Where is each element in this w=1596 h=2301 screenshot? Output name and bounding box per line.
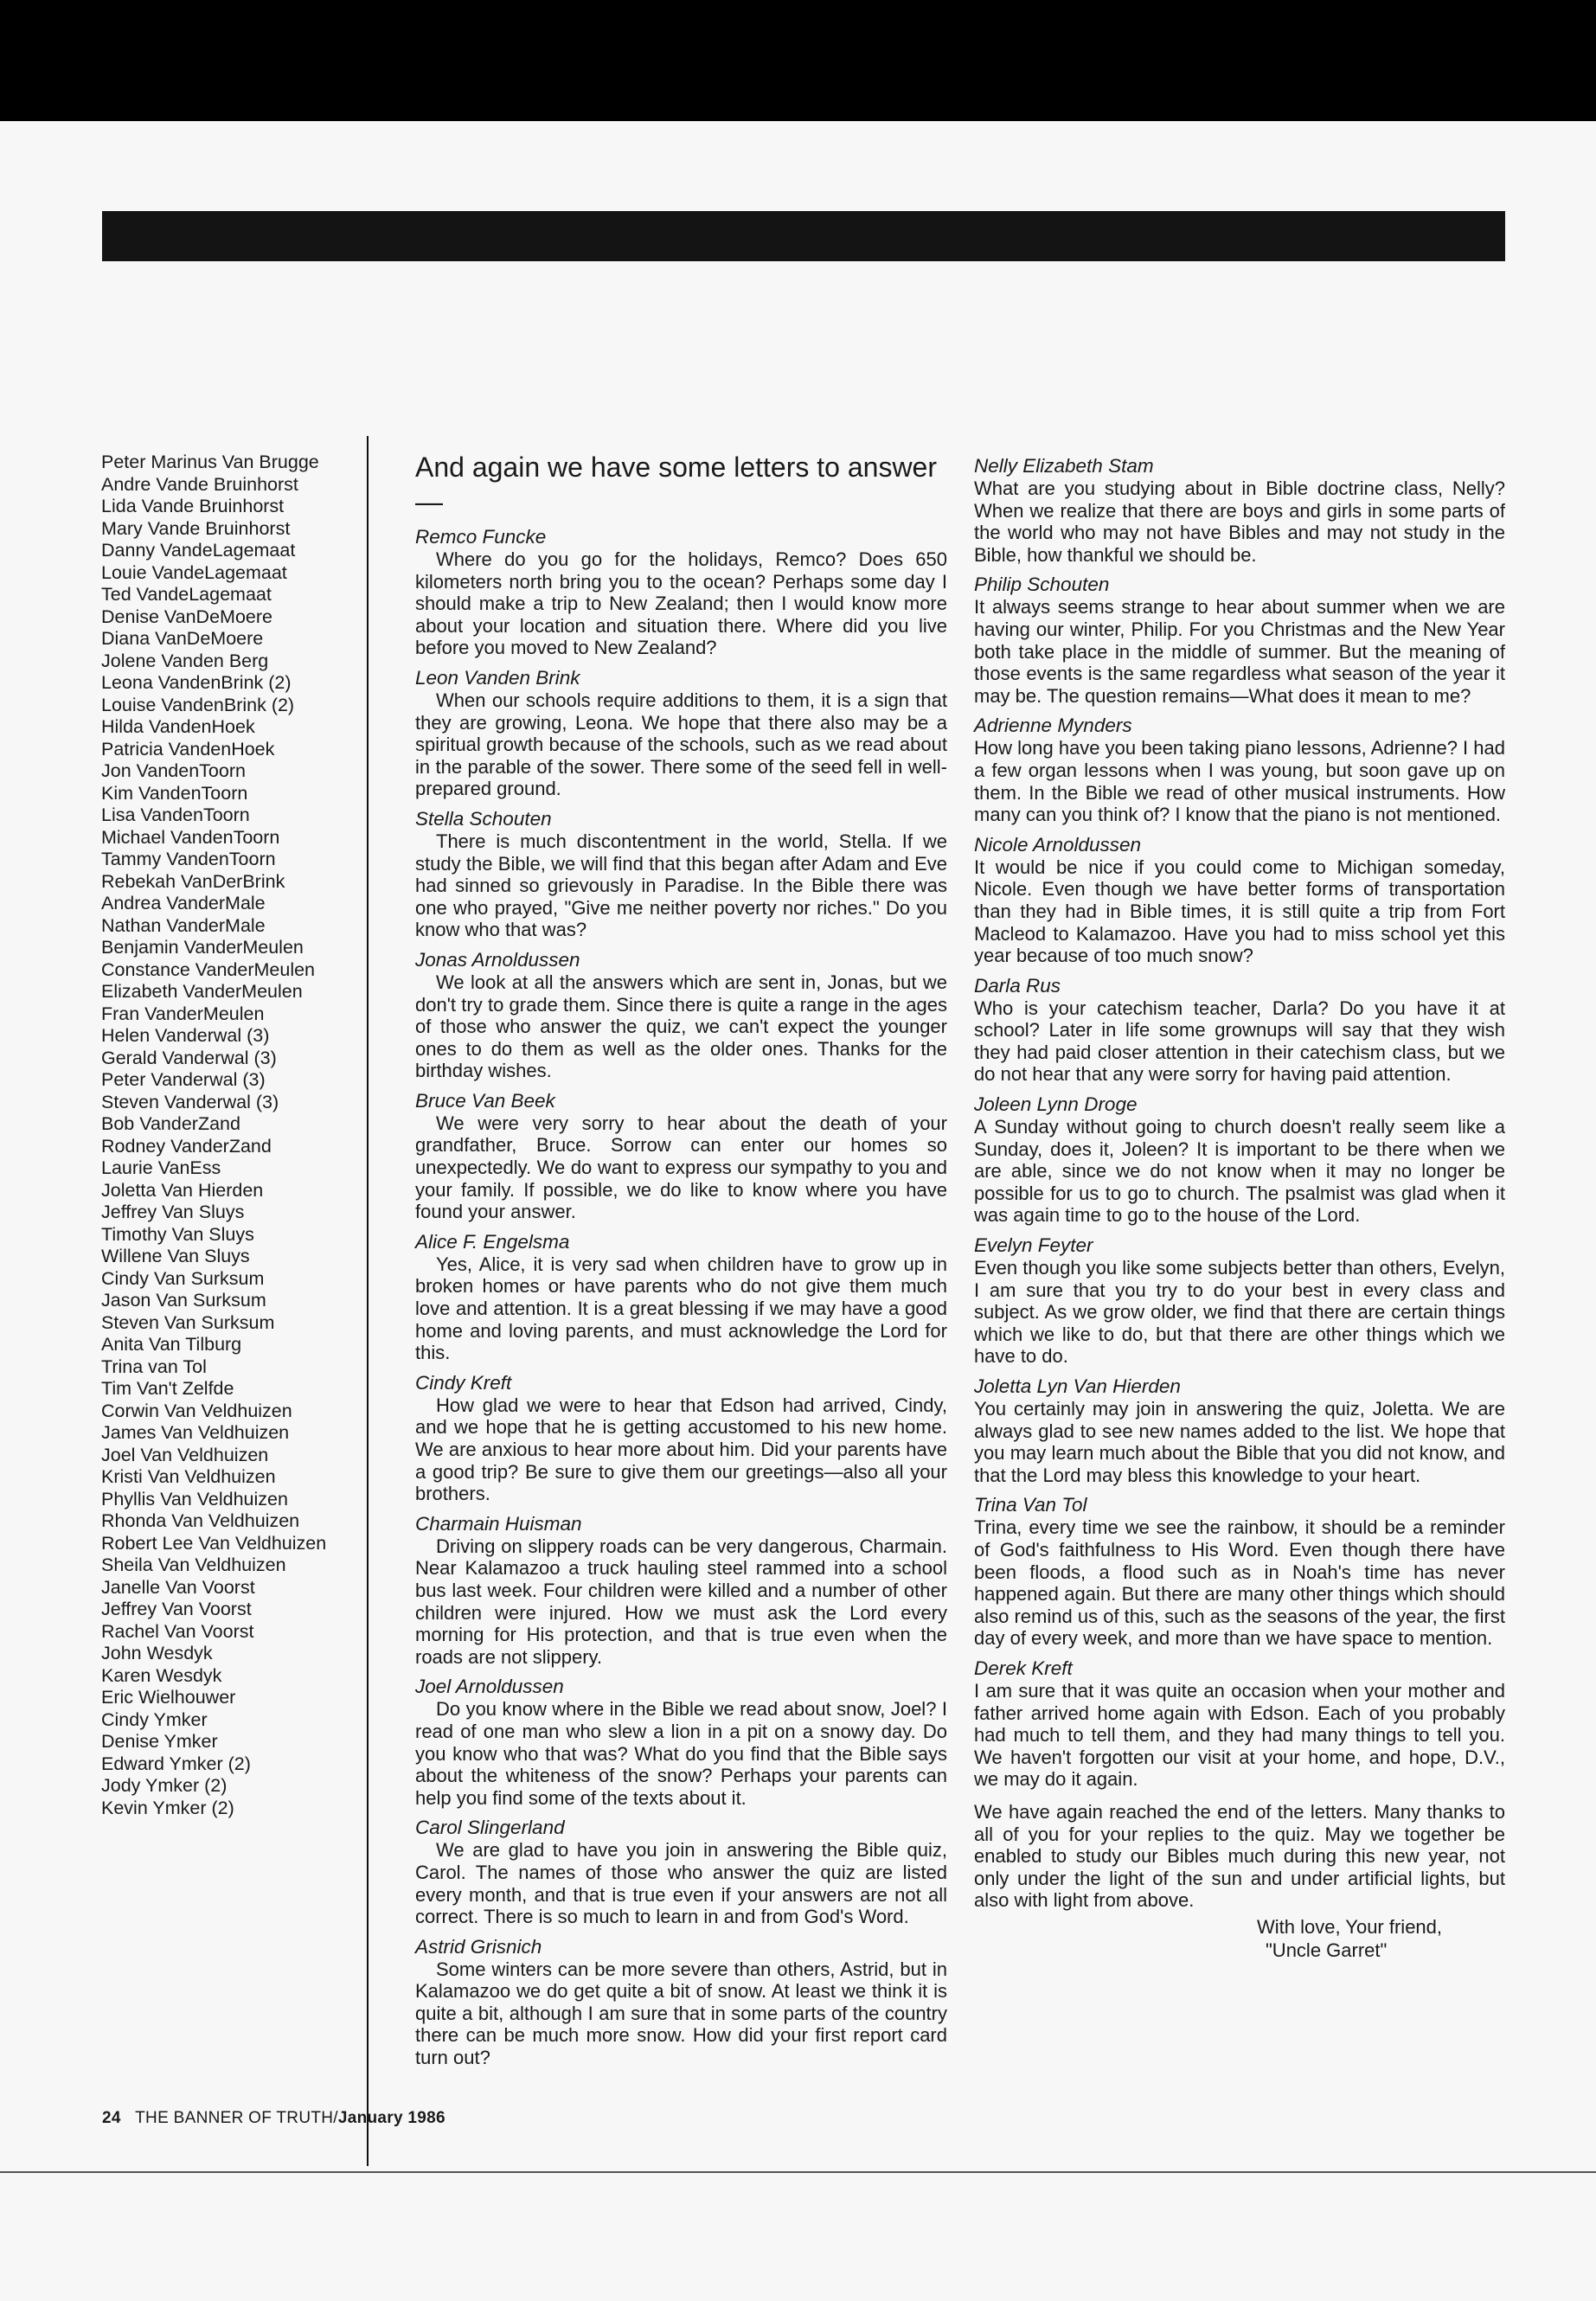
letter-entry bbox=[974, 1234, 1505, 1368]
letter-entry bbox=[415, 949, 947, 1082]
participant-name: Rhonda Van Veldhuizen bbox=[101, 1510, 300, 1531]
letter-writer-name: Remco Funcke bbox=[415, 526, 547, 548]
letter-reply-text: We are glad to have you join in answering the Bible quiz, Carol. The names of those who answer the quiz are listed every month, and that is true even if your answers are not all correct. There is so much to learn in and from God's Word. bbox=[415, 1839, 947, 1928]
letter-reply-text: It would be nice if you could come to Michigan someday, Nicole. Even though we have better forms of transportation than they had in Bible times, it is still quite a trip from Fort Macleod to Kalamazoo. Have you had to miss school yet this year because of too much snow? bbox=[974, 856, 1505, 967]
participant-name: Jeffrey Van Voorst bbox=[101, 1599, 252, 1619]
participant-name: Andrea VanderMale bbox=[101, 893, 266, 913]
closing-paragraph: We have again reached the end of the letters. Many thanks to all of you for your replies to the quiz. May we together be enabled to study our Bibles much during this new year, not only under the light of the sun and under artificial lights, but also with light from above. bbox=[974, 1800, 1505, 1912]
participant-name: Danny VandeLagemaat bbox=[101, 540, 296, 561]
participant-name: Steven Vanderwal (3) bbox=[101, 1091, 279, 1112]
letter-entry bbox=[415, 1231, 947, 1364]
letter-reply-text: A Sunday without going to church doesn't really seem like a Sunday, does it, Joleen? It is important to be there when we are able, since we do not know when it may no longer be possible for us to go to church. The psalmist was glad when it was again time to go to the house of the Lord. bbox=[974, 1116, 1505, 1227]
participant-name: Laurie VanEss bbox=[101, 1157, 221, 1178]
letter-writer-name: Derek Kreft bbox=[974, 1657, 1073, 1679]
participant-name: Janelle Van Voorst bbox=[101, 1576, 255, 1598]
letter-reply-text: Yes, Alice, it is very sad when children have to grow up in broken homes or have parents who do not give them much love and attention. It is a great blessing if we may have a good home and loving parents, and must acknowledge the Lord for this. bbox=[415, 1253, 947, 1364]
participant-name: Hilda VandenHoek bbox=[101, 716, 255, 737]
participant-name: Patricia VandenHoek bbox=[101, 738, 275, 760]
participant-name: Willene Van Sluys bbox=[101, 1246, 250, 1266]
participant-name: Cindy Van Surksum bbox=[101, 1267, 265, 1289]
participant-name: Joletta Van Hierden bbox=[101, 1179, 264, 1201]
letter-writer-name: Joletta Lyn Van Hierden bbox=[974, 1375, 1181, 1397]
letter-reply-text: How long have you been taking piano lessons, Adrienne? I had a few organ lessons when I was young, but soon gave up on them. In the Bible we read of other musical instruments. How many can you think of? I know that the piano is not mentioned. bbox=[974, 737, 1505, 826]
letter-entry bbox=[974, 1657, 1505, 1791]
participant-name: Timothy Van Sluys bbox=[101, 1223, 254, 1245]
participant-name: Jon VandenToorn bbox=[101, 760, 246, 781]
participant-name: Sheila Van Veldhuizen bbox=[101, 1554, 286, 1575]
page-number: 24 bbox=[102, 2109, 121, 2127]
participant-name: Jody Ymker (2) bbox=[101, 1775, 228, 1796]
participant-name: Louise VandenBrink (2) bbox=[101, 694, 295, 715]
letter-entry bbox=[974, 715, 1505, 825]
letter-reply-text: We were very sorry to hear about the death of your grandfather, Bruce. Sorrow can enter our homes so unexpectedly. We do want to express our sympathy to you and your family. If possible, we do like to know where you have found your answer. bbox=[415, 1112, 947, 1223]
letter-entry bbox=[415, 1817, 947, 1927]
letter-writer-name: Adrienne Mynders bbox=[974, 715, 1132, 737]
participant-name: Kim VandenToorn bbox=[101, 782, 248, 804]
letter-reply-text: You certainly may join in answering the quiz, Joletta. We are always glad to see new names added to the list. We hope that you may learn much about the Bible that you did not know, and that the Lord may bless this knowledge to your heart. bbox=[974, 1398, 1505, 1486]
letter-reply-text: Who is your catechism teacher, Darla? Do you have it at school? Later in life some grownups will say that they wish they had paid closer attention in their catechism class, but we do not hear that any were sorry for having paid attention. bbox=[974, 997, 1505, 1086]
letter-entry bbox=[974, 574, 1505, 707]
participant-name: Louie VandeLagemaat bbox=[101, 561, 287, 583]
participant-name: Steven Van Surksum bbox=[101, 1311, 275, 1333]
participant-name: Edward Ymker (2) bbox=[101, 1753, 251, 1774]
letter-reply-text: There is much discontentment in the world, Stella. If we study the Bible, we will find that this began after Adam and Eve had sinned so grievously in Paradise. In the Bible there was one who prayed, "Give me neither poverty nor riches." Do you know who that was? bbox=[415, 830, 947, 941]
letter-entry bbox=[974, 1093, 1505, 1227]
participant-name: Lisa VandenToorn bbox=[101, 804, 250, 825]
participant-name: James Van Veldhuizen bbox=[101, 1422, 290, 1443]
letter-writer-name: Astrid Grisnich bbox=[415, 1935, 542, 1958]
participant-name: Jason Van Surksum bbox=[101, 1290, 266, 1311]
letter-writer-name: Joleen Lynn Droge bbox=[974, 1093, 1138, 1116]
participant-name: Michael VandenToorn bbox=[101, 826, 280, 848]
participant-name: Fran VanderMeulen bbox=[101, 1003, 265, 1024]
letter-reply-text: Driving on slippery roads can be very dangerous, Charmain. Near Kalamazoo a truck hauling steel rammed into a school bus last week. Four children were killed and a number of other children were injured. How we must ask the Lord every morning for His protection, and that is true even when the roads are not slippery. bbox=[415, 1535, 947, 1668]
participant-name: Gerald Vanderwal (3) bbox=[101, 1047, 277, 1068]
letter-writer-name: Carol Slingerland bbox=[415, 1817, 565, 1839]
letter-entry bbox=[415, 808, 947, 941]
participant-name: Tammy VandenToorn bbox=[101, 849, 276, 869]
header-banner bbox=[102, 211, 1505, 261]
participant-name: Eric Wielhouwer bbox=[101, 1687, 236, 1708]
letter-writer-name: Darla Rus bbox=[974, 974, 1061, 997]
participant-name: Benjamin VanderMeulen bbox=[101, 937, 304, 958]
participant-name: Peter Marinus Van Brugge bbox=[101, 452, 319, 472]
participant-name: Rachel Van Voorst bbox=[101, 1620, 254, 1642]
participant-name: Nathan VanderMale bbox=[101, 914, 266, 936]
letter-reply-text: I am sure that it was quite an occasion when your mother and father arrived home again with Edson. Each of you probably had much to tell them, and they had many things to tell you. We haven't forgotten our visit at your home, and hope, D.V., we may do it again. bbox=[974, 1679, 1505, 1791]
issue-date: January 1986 bbox=[337, 2109, 445, 2127]
participant-name: Helen Vanderwal (3) bbox=[101, 1025, 270, 1046]
participant-name: Kevin Ymker (2) bbox=[101, 1797, 234, 1818]
letter-writer-name: Leon Vanden Brink bbox=[415, 666, 580, 689]
participant-name: Cindy Ymker bbox=[101, 1708, 208, 1730]
letters-list-right bbox=[974, 455, 1505, 1791]
letter-writer-name: Philip Schouten bbox=[974, 574, 1110, 596]
participant-name: Denise VanDeMoere bbox=[101, 606, 272, 627]
participant-name: Rebekah VanDerBrink bbox=[101, 870, 285, 892]
letter-writer-name: Nicole Arnoldussen bbox=[974, 833, 1142, 856]
letter-reply-text: Do you know where in the Bible we read about snow, Joel? I read of one man who slew a lion in a pit on a snowy day. Do you know who that was? What do you find that the Bible says about the whiteness of the snow? Perhaps your parents can help you find some of the texts about it. bbox=[415, 1698, 947, 1809]
page-footer bbox=[102, 2109, 445, 2128]
signature-block bbox=[974, 1915, 1505, 1962]
participant-name: Karen Wesdyk bbox=[101, 1664, 222, 1686]
participant-name: Trina van Tol bbox=[101, 1356, 207, 1377]
letters-column-middle bbox=[415, 450, 947, 2077]
quiz-participants-list bbox=[101, 452, 361, 1819]
participant-name: Elizabeth VanderMeulen bbox=[101, 981, 303, 1002]
letter-writer-name: Nelly Elizabeth Stam bbox=[974, 455, 1154, 477]
letter-writer-name: Charmain Huisman bbox=[415, 1512, 582, 1535]
letter-entry bbox=[415, 1676, 947, 1809]
letter-reply-text: Where do you go for the holidays, Remco? Does 650 kilometers north bring you to the ocean? Perhaps some day I should make a trip to New Zealand; then I would know more about your location and situation there. Where did you live before you moved to New Zealand? bbox=[415, 548, 947, 659]
participant-name: Lida Vande Bruinhorst bbox=[101, 496, 285, 516]
scan-top-border bbox=[0, 0, 1596, 121]
letter-reply-text: Even though you like some subjects better than others, Evelyn, I am sure that you try to do your best in every class and subject. As we grow older, we find that there are certain things which we like to do, but that there are other things which we have to do. bbox=[974, 1257, 1505, 1368]
letter-entry bbox=[974, 455, 1505, 566]
section-heading: And again we have some letters to answer— bbox=[415, 452, 937, 517]
participant-name: Anita Van Tilburg bbox=[101, 1334, 242, 1355]
column-divider bbox=[367, 436, 369, 2166]
letter-entry bbox=[415, 667, 947, 800]
participant-name: Leona VandenBrink (2) bbox=[101, 672, 292, 693]
participant-name: Tim Van't Zelfde bbox=[101, 1378, 234, 1399]
letter-reply-text: When our schools require additions to them, it is a sign that they are growing, Leona. We hope that there also may be a spiritual growth because of the schools, such as we read about in the parable of the sower. There some of the seed fell in well-prepared ground. bbox=[415, 689, 947, 800]
letter-entry bbox=[415, 526, 947, 659]
participant-name: Ted VandeLagemaat bbox=[101, 584, 272, 605]
participant-name: Joel Van Veldhuizen bbox=[101, 1444, 269, 1465]
letter-reply-text: Some winters can be more severe than others, Astrid, but in Kalamazoo we do get quite a bit of snow. At least we think it is quite a bit, although I am sure that in some parts of the country there can be much more snow. How did your first report card turn out? bbox=[415, 1958, 947, 2069]
letter-reply-text: How glad we were to hear that Edson had arrived, Cindy, and we hope that he is getting accustomed to his new home. We are anxious to hear more about him. Did your parents have a good trip? Be sure to give them our greetings—also all your brothers. bbox=[415, 1394, 947, 1505]
participant-name: Corwin Van Veldhuizen bbox=[101, 1400, 292, 1421]
letter-writer-name: Evelyn Feyter bbox=[974, 1234, 1093, 1257]
letter-entry bbox=[415, 1513, 947, 1669]
participant-name: Constance VanderMeulen bbox=[101, 958, 316, 980]
participant-name: Jeffrey Van Sluys bbox=[101, 1202, 245, 1222]
letter-writer-name: Alice F. Engelsma bbox=[415, 1230, 570, 1253]
letter-entry bbox=[415, 1936, 947, 2069]
letter-entry bbox=[974, 834, 1505, 967]
letter-entry bbox=[415, 1372, 947, 1505]
letter-entry bbox=[974, 1494, 1505, 1650]
letter-entry bbox=[974, 975, 1505, 1086]
participant-name: Peter Vanderwal (3) bbox=[101, 1069, 266, 1090]
bottom-rule bbox=[0, 2171, 1596, 2173]
letter-reply-text: Trina, every time we see the rainbow, it should be a reminder of God's faithfulness to His Word. Even though there have been floods, a flood such as in Noah's time has never happened again. But there are many other things which should also remind us of this, such as the seasons of the year, the first day of every week, and more than we have space to mention. bbox=[974, 1516, 1505, 1650]
letter-writer-name: Stella Schouten bbox=[415, 807, 552, 830]
letter-reply-text: We look at all the answers which are sent in, Jonas, but we don't try to grade them. Since there is quite a range in the ages of those who answer the quiz, we can't expect the younger ones to do them as well as the older ones. Thanks for the birthday wishes. bbox=[415, 971, 947, 1082]
signoff-line: With love, Your friend, bbox=[1257, 1915, 1443, 1938]
letter-writer-name: Trina Van Tol bbox=[974, 1494, 1087, 1516]
letter-entry bbox=[415, 1090, 947, 1223]
publication-name: THE BANNER OF TRUTH/ bbox=[135, 2109, 338, 2127]
participant-name: Phyllis Van Veldhuizen bbox=[101, 1488, 288, 1509]
letter-reply-text: What are you studying about in Bible doctrine class, Nelly? When we realize that there are boys and girls in some parts of the world who may not have Bibles and may not study in the Bible, how thankful we should be. bbox=[974, 478, 1505, 566]
participant-name: Denise Ymker bbox=[101, 1731, 218, 1752]
participant-name: Kristi Van Veldhuizen bbox=[101, 1466, 276, 1487]
participant-name: Jolene Vanden Berg bbox=[101, 650, 269, 671]
participant-name: Mary Vande Bruinhorst bbox=[101, 517, 291, 539]
participant-name: Robert Lee Van Veldhuizen bbox=[101, 1532, 327, 1554]
letter-writer-name: Cindy Kreft bbox=[415, 1371, 512, 1394]
letters-list-middle bbox=[415, 526, 947, 2069]
letter-writer-name: Joel Arnoldussen bbox=[415, 1676, 564, 1698]
participant-name: Andre Vande Bruinhorst bbox=[101, 473, 298, 495]
letter-reply-text: It always seems strange to hear about summer when we are having our winter, Philip. For you Christmas and the New Year both take place in the middle of summer. But the meaning of those events is the same regardless what season of the year it may be. The question remains—What does it mean to me? bbox=[974, 596, 1505, 707]
participant-name: Diana VanDeMoere bbox=[101, 628, 264, 649]
participant-name: Bob VanderZand bbox=[101, 1113, 240, 1134]
participant-name: John Wesdyk bbox=[101, 1643, 213, 1663]
letters-column-right bbox=[974, 455, 1505, 1962]
signoff-name: "Uncle Garret" bbox=[1266, 1939, 1388, 1961]
participant-name: Rodney VanderZand bbox=[101, 1135, 272, 1157]
letter-writer-name: Jonas Arnoldussen bbox=[415, 948, 580, 971]
letter-writer-name: Bruce Van Beek bbox=[415, 1089, 555, 1112]
letter-entry bbox=[974, 1375, 1505, 1486]
